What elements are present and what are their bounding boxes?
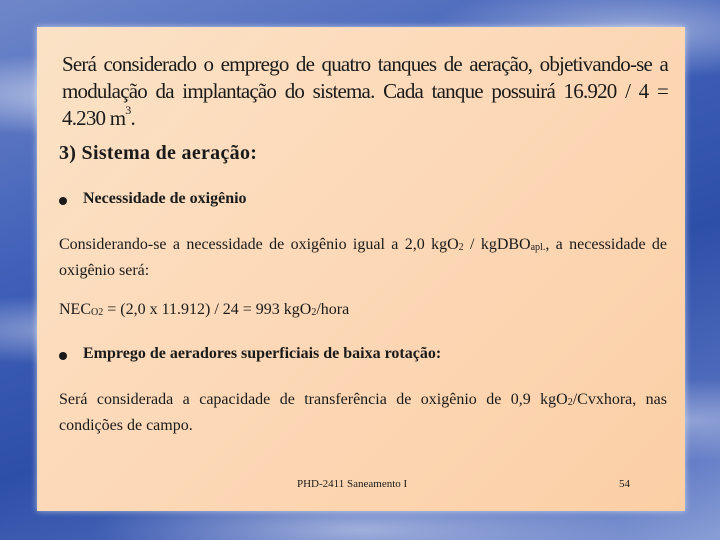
formula-part3: /hora <box>316 301 350 318</box>
bullet-dot-icon <box>59 352 67 360</box>
oxygen-need-paragraph <box>59 233 667 282</box>
intro-end: . <box>130 106 135 130</box>
transfer-capacity-paragraph <box>59 388 667 437</box>
formula-sub1: O2 <box>91 307 104 318</box>
footer-page-number: 54 <box>619 478 630 490</box>
section-heading: 3) Sistema de aeração: <box>59 142 258 164</box>
bullet-label-aerators: Emprego de aeradores superficiais de baixa rotação: <box>83 345 442 362</box>
intro-superscript: 3 <box>125 103 131 117</box>
nec-formula <box>59 298 667 324</box>
paragraph2-part2: /Cvxhora, nas condições de campo. <box>59 391 668 434</box>
formula-part1: NEC <box>59 301 91 318</box>
formula-part2: = (2,0 x 11.912) / 24 = 993 kgO <box>103 301 312 318</box>
paragraph1-sub2: apl. <box>530 242 546 253</box>
paragraph1-part3: , a necessidade de oxigênio será: <box>59 236 668 279</box>
formula-sub2: 2 <box>311 307 317 318</box>
paragraph1-sub1: 2 <box>458 242 464 253</box>
paragraph1-part1: Considerando-se a necessidade de oxigênio igual a 2,0 kgO <box>59 236 459 253</box>
paragraph1-part2: / kgDBO <box>463 236 531 253</box>
bullet-dot-icon <box>59 197 67 205</box>
paragraph2-sub1: 2 <box>567 397 573 408</box>
intro-text: Será considerado o emprego de quatro tanques de aeração, objetivando-se a modulação da implantação do sistema. Cada tanque possuirá 16.920 / 4 = 4.230 m <box>62 52 668 130</box>
bullet-label-oxygen-need: Necessidade de oxigênio <box>83 190 247 207</box>
footer-course-title: PHD-2411 Saneamento I <box>297 478 408 490</box>
intro-paragraph <box>62 51 668 132</box>
paragraph2-part1: Será considerada a capacidade de transferência de oxigênio de 0,9 kgO <box>59 391 568 408</box>
